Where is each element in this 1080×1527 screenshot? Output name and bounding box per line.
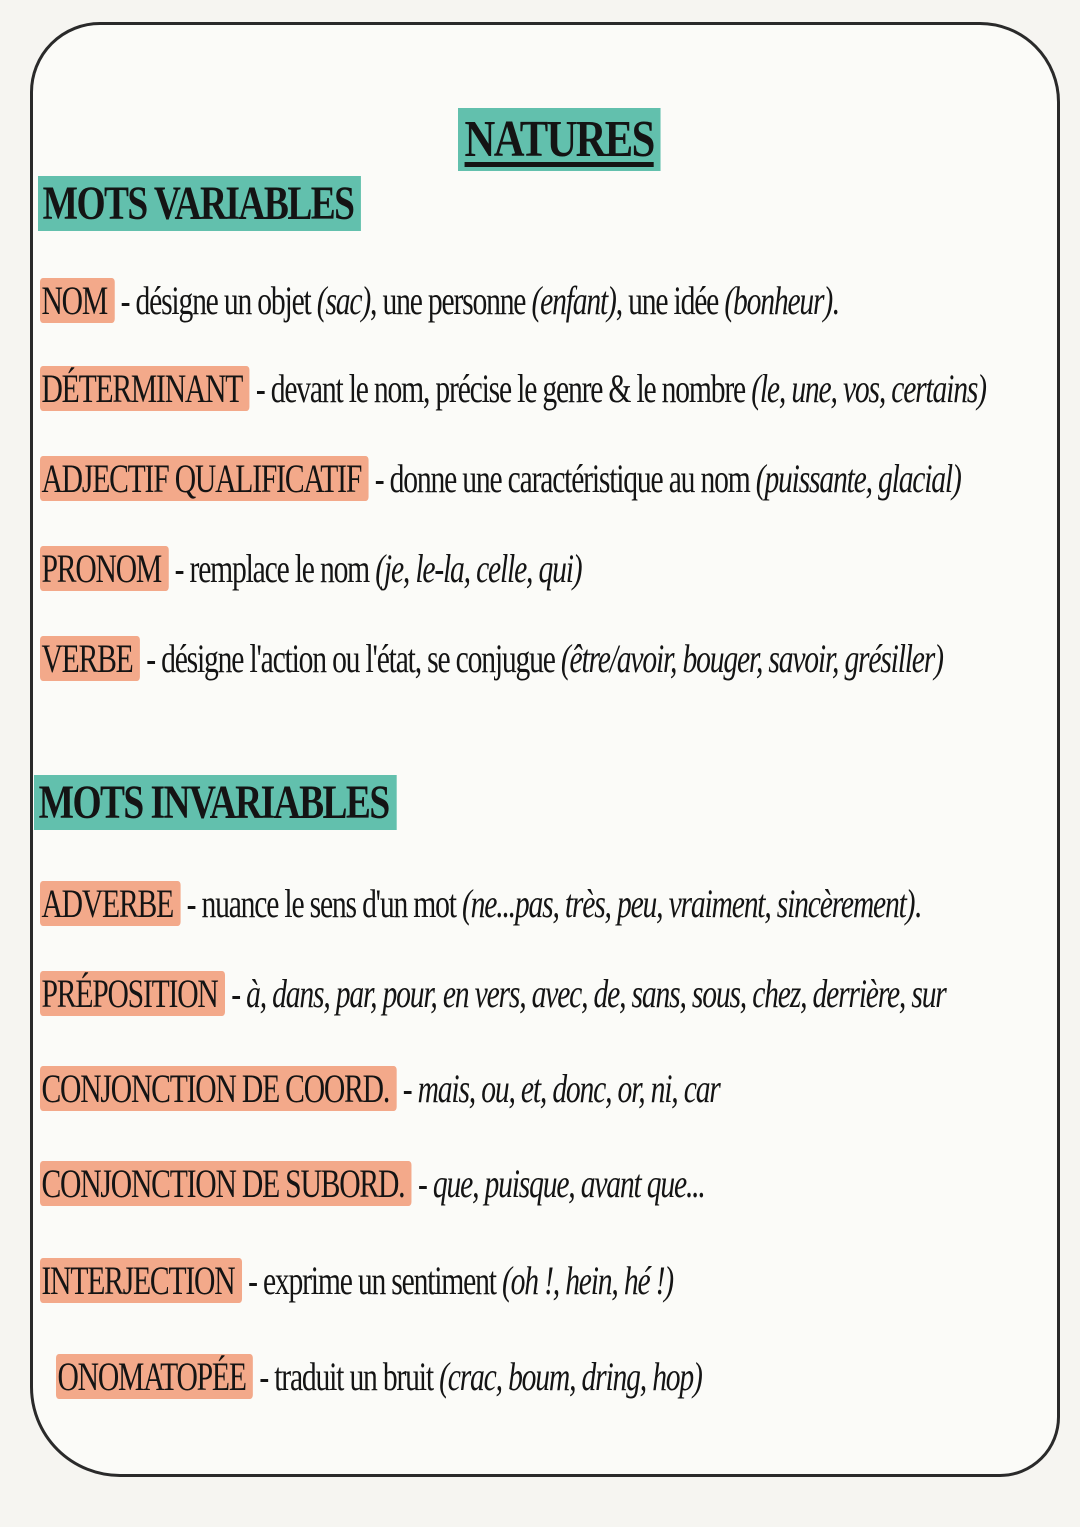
example: (puissante, glacial) — [755, 456, 961, 501]
term: ADJECTIF QUALIFICATIF — [40, 456, 369, 501]
example: (je, le-la, celle, qui) — [375, 546, 582, 591]
example: (le, une, vos, certains) — [751, 366, 986, 411]
example: mais, ou, et, donc, or, ni, car — [417, 1066, 720, 1111]
entry-adjectif — [40, 455, 961, 502]
definition: . — [914, 881, 921, 926]
entry-pronom — [40, 545, 581, 592]
entry-preposition — [40, 970, 946, 1017]
entry-onomatopee — [56, 1353, 702, 1400]
section-heading-variables: MOTS VARIABLES — [38, 176, 361, 231]
term: VERBE — [40, 636, 140, 681]
definition: - — [225, 971, 247, 1016]
definition: - devant le nom, précise le genre & le nombre — [249, 366, 752, 411]
definition: - traduit un bruit — [253, 1354, 440, 1399]
example: (enfant) — [531, 278, 616, 323]
entry-interjection — [40, 1257, 673, 1304]
term: DÉTERMINANT — [40, 366, 250, 411]
example: (bonheur) — [724, 278, 833, 323]
example: (oh !, hein, hé !) — [501, 1258, 673, 1303]
term: ONOMATOPÉE — [56, 1354, 253, 1399]
definition: , une personne — [370, 278, 532, 323]
page-title: NATURES — [458, 108, 660, 171]
entry-conjonction-subord — [40, 1160, 705, 1207]
definition: - désigne l'action ou l'état, se conjugue — [139, 636, 561, 681]
definition: - nuance le sens d'un mot — [180, 881, 462, 926]
entry-adverbe — [40, 880, 921, 927]
definition: - remplace le nom — [168, 546, 376, 591]
entry-verbe — [40, 635, 943, 682]
section-heading-invariables: MOTS INVARIABLES — [34, 775, 396, 830]
entry-conjonction-coord — [40, 1065, 720, 1112]
definition: . — [832, 278, 839, 323]
term: INTERJECTION — [40, 1258, 242, 1303]
term: CONJONCTION DE COORD. — [40, 1066, 396, 1111]
entry-nom — [40, 277, 838, 324]
example: (ne...pas, très, peu, vraiment, sincèrement) — [461, 881, 915, 926]
definition: - désigne un objet — [114, 278, 317, 323]
definition: - exprime un sentiment — [241, 1258, 502, 1303]
definition: - donne une caractéristique au nom — [368, 456, 756, 501]
term: CONJONCTION DE SUBORD. — [40, 1161, 412, 1206]
example: (sac) — [316, 278, 371, 323]
example: (être/avoir, bouger, savoir, grésiller) — [560, 636, 943, 681]
term: NOM — [40, 278, 114, 323]
example: que, puisque, avant que... — [432, 1161, 705, 1206]
example: à, dans, par, pour, en vers, avec, de, sans, sous, chez, derrière, sur — [246, 971, 946, 1016]
entry-determinant — [40, 365, 986, 412]
definition: , une idée — [615, 278, 725, 323]
term: ADVERBE — [40, 881, 180, 926]
term: PRONOM — [40, 546, 168, 591]
example: (crac, boum, dring, hop) — [439, 1354, 702, 1399]
definition: - — [411, 1161, 433, 1206]
definition: - — [396, 1066, 418, 1111]
term: PRÉPOSITION — [40, 971, 225, 1016]
